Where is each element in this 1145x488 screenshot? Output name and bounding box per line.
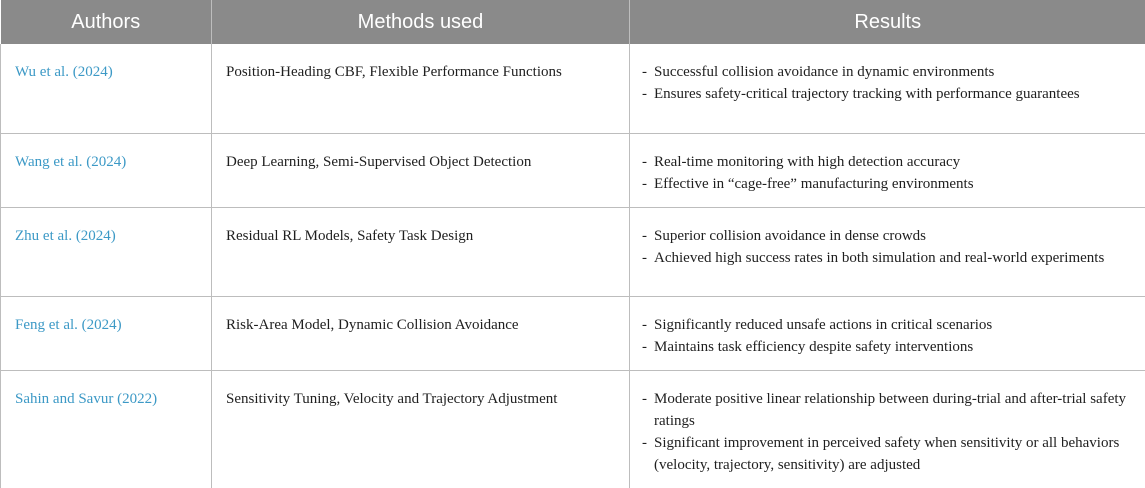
- result-item: - Effective in “cage-free” manufacturing environments: [642, 173, 1131, 195]
- table-row: [1, 370, 1145, 488]
- result-item: - Moderate positive linear relationship between during-trial and after-trial safety ratings: [642, 388, 1131, 432]
- result-item: - Successful collision avoidance in dynamic environments: [642, 61, 1131, 83]
- results-cell: [630, 207, 1145, 296]
- results-cell: [630, 133, 1145, 207]
- methods-cell: Residual RL Models, Safety Task Design: [212, 207, 630, 296]
- results-list: [642, 225, 1131, 269]
- author-cell: [1, 207, 212, 296]
- header-row: [1, 0, 1145, 44]
- result-item: - Maintains task efficiency despite safety interventions: [642, 336, 1131, 358]
- table-row: [1, 133, 1145, 207]
- author-link[interactable]: Wang et al. (2024): [15, 154, 126, 170]
- table-row: [1, 296, 1145, 370]
- author-link[interactable]: Zhu et al. (2024): [15, 228, 116, 244]
- result-item: - Superior collision avoidance in dense crowds: [642, 225, 1131, 247]
- results-list: [642, 61, 1131, 105]
- result-item: - Real-time monitoring with high detection accuracy: [642, 151, 1131, 173]
- result-item: - Ensures safety-critical trajectory tracking with performance guarantees: [642, 83, 1131, 105]
- author-link[interactable]: Feng et al. (2024): [15, 317, 122, 333]
- results-list: [642, 151, 1131, 195]
- header-authors: Authors: [1, 0, 212, 44]
- author-cell: [1, 296, 212, 370]
- methods-cell: Sensitivity Tuning, Velocity and Trajectory Adjustment: [212, 370, 630, 488]
- author-link[interactable]: Wu et al. (2024): [15, 64, 113, 80]
- results-cell: [630, 370, 1145, 488]
- author-link[interactable]: Sahin and Savur (2022): [15, 391, 157, 407]
- author-cell: [1, 370, 212, 488]
- table-body: [1, 44, 1145, 488]
- methods-cell: Risk-Area Model, Dynamic Collision Avoidance: [212, 296, 630, 370]
- table-row: [1, 44, 1145, 133]
- table-row: [1, 207, 1145, 296]
- result-item: - Significantly reduced unsafe actions in critical scenarios: [642, 314, 1131, 336]
- result-item: - Significant improvement in perceived safety when sensitivity or all behaviors (velocity, trajectory, sensitivity) are adjusted: [642, 432, 1131, 476]
- methods-cell: Deep Learning, Semi-Supervised Object Detection: [212, 133, 630, 207]
- results-list: [642, 314, 1131, 358]
- methods-cell: Position-Heading CBF, Flexible Performance Functions: [212, 44, 630, 133]
- results-cell: [630, 296, 1145, 370]
- header-results: Results: [630, 0, 1145, 44]
- result-item: - Achieved high success rates in both simulation and real-world experiments: [642, 247, 1131, 269]
- header-methods: Methods used: [212, 0, 630, 44]
- table-header: [1, 0, 1145, 44]
- author-cell: [1, 133, 212, 207]
- results-cell: [630, 44, 1145, 133]
- results-list: [642, 388, 1131, 476]
- author-cell: [1, 44, 212, 133]
